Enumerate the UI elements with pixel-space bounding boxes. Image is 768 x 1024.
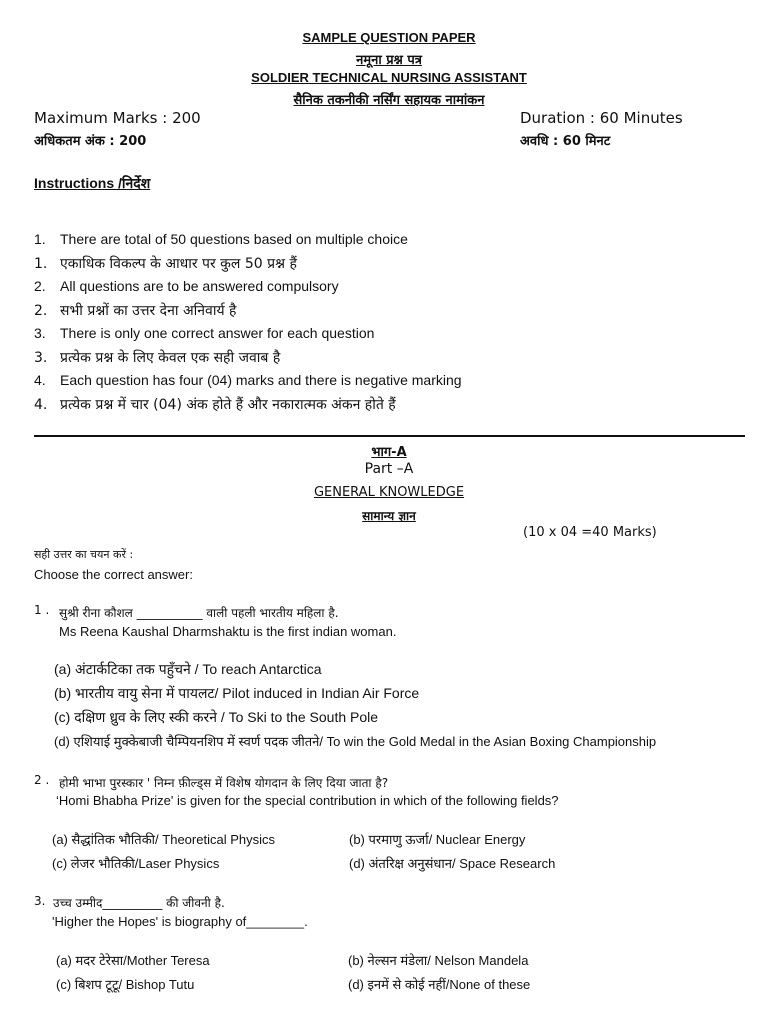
question-number: 2 . [34,773,50,787]
paper-title-hindi: नमूना प्रश्न पत्र [356,53,422,68]
paper-title: SAMPLE QUESTION PAPER [302,30,476,45]
option-c[interactable]: (c) लेजर भौतिकी/Laser Physics [52,856,220,871]
section-marks: (10 x 04 =40 Marks) [523,525,657,540]
paper-subtitle: SOLDIER TECHNICAL NURSING ASSISTANT [251,70,527,85]
list-item: 2. All questions are to be answered compulsory [34,278,339,294]
question-text-hindi: सुश्री रीना कौशल ___________ वाली पहली भारतीय महिला है. [59,606,339,620]
option-b[interactable]: (b) भारतीय वायु सेना में पायलट/ Pilot induced in Indian Air Force [54,685,420,701]
question-text: ‘Homi Bhabha Prize' is given for the special contribution in which of the following fields? [56,793,559,808]
question-text-hindi: उच्च उम्मीद__________ की जीवनी है. [53,896,225,910]
part-label-hindi: भाग-A [371,445,407,460]
option-d[interactable]: (d) एशियाई मुक्केबाजी चैम्पियनशिप में स्वर्ण पदक जीतने/ To win the Gold Medal in the Asian Boxing Championship [54,734,657,749]
paper-subtitle-hindi: सैनिक तकनीकी नर्सिंग सहायक नामांकन [293,93,485,108]
question-text-hindi: होमी भाभा पुरस्कार ' निम्न फ़ील्ड्स में विशेष योगदान के लिए दिया जाता है? [59,776,389,790]
section-title-hindi: सामान्य ज्ञान [362,509,416,523]
option-b[interactable]: (b) नेल्सन मंडेला/ Nelson Mandela [348,953,529,968]
duration-hindi: अवधि : 60 मिनट [520,134,611,149]
max-marks-hindi: अधिकतम अंक : 200 [34,134,147,149]
option-c[interactable]: (c) बिशप टूटू/ Bishop Tutu [56,977,195,992]
option-a[interactable]: (a) मदर टेरेसा/Mother Teresa [56,953,210,968]
question-text: 'Higher the Hopes' is biography of________. [52,914,308,929]
section-title: GENERAL KNOWLEDGE [313,485,465,500]
choose-instruction: Choose the correct answer: [34,567,193,582]
question-number: 1 . [34,603,50,617]
max-marks: Maximum Marks : 200 [34,109,201,127]
question-number: 3. [34,894,46,908]
option-c[interactable]: (c) दक्षिण ध्रुव के लिए स्की करने / To Ski to the South Pole [54,709,379,725]
option-d[interactable]: (d) इनमें से कोई नहीं/None of these [348,977,531,992]
list-item: 4. Each question has four (04) marks and there is negative marking [34,372,462,388]
list-item: 3. There is only one correct answer for each question [34,325,375,341]
section-divider [34,435,745,437]
part-label: Part –A [364,461,414,477]
list-item: 4. प्रत्येक प्रश्न में चार (04) अंक होते हैं और नकारात्मक अंकन होते हैं [34,397,396,413]
option-a[interactable]: (a) अंटार्कटिका तक पहुँचने / To reach Antarctica [54,661,322,677]
list-item: 1. एकाधिक विकल्प के आधार पर कुल 50 प्रश्न हैं [34,256,297,272]
duration: Duration : 60 Minutes [520,109,683,127]
list-item: 3. प्रत्येक प्रश्न के लिए केवल एक सही जवाब है [34,350,281,366]
list-item: 1. There are total of 50 questions based on multiple choice [34,231,408,247]
option-d[interactable]: (d) अंतरिक्ष अनुसंधान/ Space Research [349,856,556,871]
option-b[interactable]: (b) परमाणु ऊर्जा/ Nuclear Energy [349,832,526,847]
instructions-heading: Instructions /निर्देश [34,175,151,191]
option-a[interactable]: (a) सैद्धांतिक भौतिकी/ Theoretical Physics [52,832,275,847]
choose-instruction-hindi: सही उत्तर का चयन करें : [34,548,134,561]
list-item: 2. सभी प्रश्नों का उत्तर देना अनिवार्य है [34,303,237,319]
question-text: Ms Reena Kaushal Dharmshaktu is the first indian woman. [59,624,397,639]
